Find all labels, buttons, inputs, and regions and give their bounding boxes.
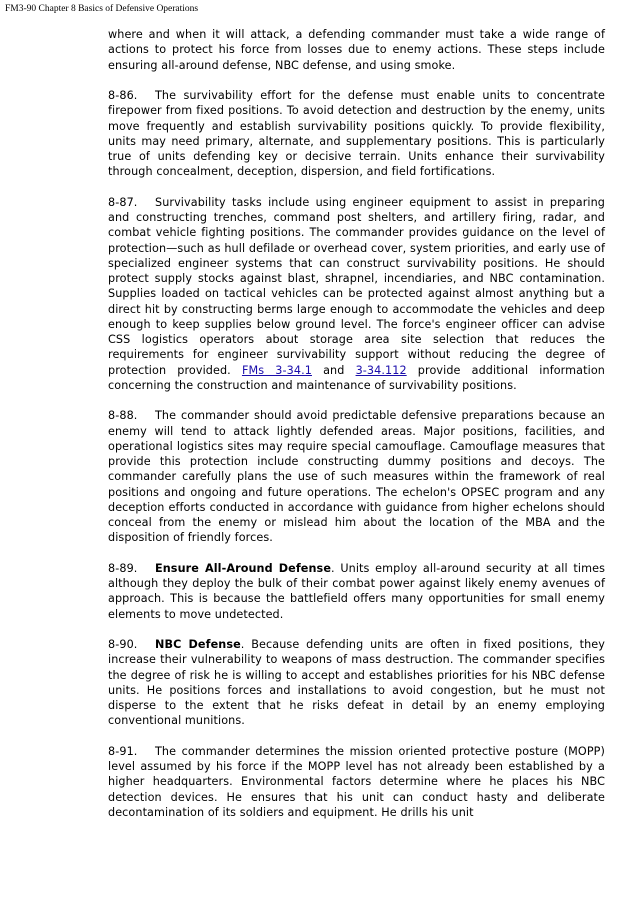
paragraph-text: . Because defending units are often in fixed positions, they increase their vulnerability to weapons of mass destruction. The commander specifies the degree of risk he is willing to accept and establishes priorities for his NBC defense units. He positions forces and installations to avoid congestion, but he must not disperse to the extent that he risks defeat in detail by an enemy employing conventional munitions.	[108, 638, 605, 728]
paragraph-text: The commander should avoid predictable defensive preparations because an enemy will tend to attack lightly defended areas. Major positions, facilities, and operational logistics sites may require special camouflage. Camouflage measures that provide this protection include constructing dummy positions and decoys. The commander carefully plans the use of such measures within the framework of real positions and ongoing and future operations. The echelon's OPSEC program and any deception efforts conducted in accordance with guidance from higher echelons should conceal from the enemy or mislead him about the location of the MBA and the disposition of friendly forces.	[108, 409, 605, 545]
paragraph-heading: NBC Defense	[155, 638, 241, 651]
paragraph-number: 8-89.	[108, 561, 138, 575]
link-joiner: and	[311, 363, 356, 377]
paragraph-8-86	[108, 88, 605, 180]
paragraph-number: 8-88.	[108, 409, 138, 423]
paragraph-number: 8-86.	[108, 89, 138, 102]
paragraph-8-87	[108, 195, 605, 393]
paragraph-8-90	[108, 637, 605, 729]
paragraph-8-91	[108, 744, 605, 820]
paragraph-text: The survivability effort for the defense must enable units to concentrate firepower from fixed positions. To avoid detection and destruction by the enemy, units move frequently and establish survivability positions quickly. To provide flexibility, units may need primary, alternate, and supplementary positions. This is particularly true of units defending key or decisive terrain. Units enhance their survivability through concealment, deception, dispersion, and field fortifications.	[108, 89, 605, 179]
paragraph-text: The commander determines the mission oriented protective posture (MOPP) level assumed by his force if the MOPP level has not already been established by a higher headquarters. Environmental factors determine where he places his NBC detection devices. He ensures that his unit can conduct hasty and deliberate decontamination of its soldiers and equipment. He drills his unit	[108, 744, 605, 819]
paragraph-number: 8-87.	[108, 195, 138, 209]
fm-3-34-1-link[interactable]: FMs 3-34.1	[241, 363, 312, 377]
fm-3-34-112-link[interactable]: 3-34.112	[355, 363, 407, 377]
paragraph-number: 8-90.	[108, 638, 138, 651]
paragraph-text-continued: provide additional information concerning the construction and maintenance of survivability positions.	[108, 363, 605, 392]
paragraph-text: Survivability tasks include using engineer equipment to assist in preparing and constructing trenches, command post shelters, and artillery firing, radar, and combat vehicle fighting positions. The commander provides guidance on the level of protection—such as hull defilade or overhead cover, system priorities, and early use of specialized engineer systems that can construct survivability positions. He should protect supply stocks against blast, shrapnel, incendiaries, and NBC contamination. Supplies loaded on tactical vehicles can be protected against almost anything but a direct hit by constructing berms large enough to accommodate the vehicles and deep enough to keep supplies below ground level. The force's engineer officer can advise CSS logistics operators about storage area site selection that reduces the requirements for engineer survivability support without reducing the degree of protection provided.	[108, 195, 605, 377]
intro-paragraph	[108, 27, 605, 73]
paragraph-number: 8-91.	[108, 744, 138, 758]
intro-text: where and when it will attack, a defending commander must take a wide range of actions to protect his force from losses due to enemy actions. These steps include ensuring all-around defense, NBC defense, and using smoke.	[108, 28, 605, 72]
paragraph-8-89	[108, 561, 605, 622]
paragraph-8-88	[108, 408, 605, 545]
paragraph-text: . Units employ all-around security at all times although they deploy the bulk of their combat power against likely enemy avenues of approach. This is because the battlefield offers many opportunities for small enemy elements to move undetected.	[108, 561, 605, 621]
running-header: FM3-90 Chapter 8 Basics of Defensive Operations	[5, 4, 199, 14]
document-body	[108, 27, 605, 835]
paragraph-heading: Ensure All-Around Defense	[155, 561, 332, 575]
